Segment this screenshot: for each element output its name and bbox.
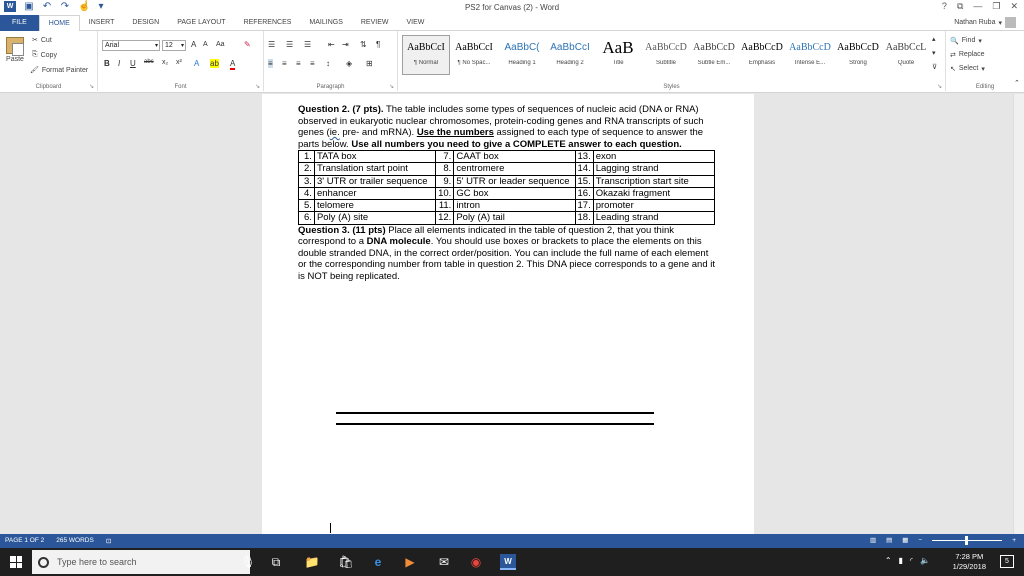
font-group	[98, 31, 264, 91]
sequence-name: 5' UTR or leader sequence	[454, 175, 575, 187]
style-item[interactable]	[642, 35, 690, 75]
grow-font-icon[interactable]: A	[191, 40, 197, 49]
style-name: ¶ Normal	[413, 60, 439, 66]
replace-button[interactable]	[950, 51, 985, 59]
style-item[interactable]	[690, 35, 738, 75]
battery-icon[interactable]: ▮	[898, 556, 903, 565]
cursor-icon: ↖	[950, 66, 956, 73]
chevron-down-icon: ▾	[981, 66, 985, 73]
pilcrow-icon[interactable]: ¶	[376, 40, 381, 49]
sequence-number: 15.	[575, 175, 593, 187]
touch-mode-icon[interactable]: ☝	[78, 0, 91, 12]
page-count[interactable]: PAGE 1 OF 2	[5, 537, 45, 544]
volume-icon[interactable]: 🔈	[920, 556, 930, 565]
customize-qat-icon[interactable]: ▾	[98, 0, 104, 12]
sequence-number: 7.	[436, 151, 454, 163]
ribbon-display-button[interactable]: ⧉	[956, 1, 964, 11]
chevron-down-icon: ▾	[154, 43, 158, 49]
style-name: Emphasis	[748, 60, 776, 66]
style-name: Heading 2	[556, 60, 584, 66]
clock-time: 7:28 PM	[955, 552, 984, 561]
sequence-number: 9.	[436, 175, 454, 187]
style-sample: AaBbCcD	[645, 42, 687, 53]
sequence-number: 5.	[299, 200, 315, 212]
question-2-text: assigned to each type of sequence to answer the parts below.	[298, 127, 704, 150]
paste-button[interactable]	[4, 37, 26, 63]
clipboard-label: Clipboard	[35, 84, 62, 90]
tab-view[interactable]: VIEW	[406, 19, 425, 26]
read-mode-icon[interactable]: ▥	[869, 537, 877, 544]
sequence-name: intron	[454, 200, 575, 212]
file-explorer-icon[interactable]: 📁	[304, 555, 320, 569]
sequence-number: 4.	[299, 187, 315, 199]
font-name-value: Arial	[105, 42, 120, 49]
zoom-slider-handle[interactable]	[965, 536, 968, 545]
dialog-launcher-icon[interactable]: ↘	[88, 84, 94, 90]
style-item[interactable]	[450, 35, 498, 75]
proofing-icon[interactable]: ⊡	[105, 538, 112, 545]
line-spacing-icon[interactable]: ↕	[326, 59, 330, 68]
system-tray	[885, 556, 930, 565]
user-name: Nathan Ruba	[954, 19, 996, 26]
font-size-value: 12	[165, 42, 173, 49]
dna-strand-bottom	[336, 423, 654, 425]
font-name-select[interactable]	[102, 40, 160, 51]
tab-design[interactable]: DESIGN	[132, 19, 160, 26]
style-sample: AaBbCcI	[550, 42, 590, 53]
style-name: Heading 1	[508, 60, 536, 66]
zoom-out-icon[interactable]: −	[918, 536, 923, 544]
style-item[interactable]	[882, 35, 930, 75]
table-row	[299, 187, 715, 199]
sequence-number: 1.	[299, 151, 315, 163]
question-2-bold-text: Use all numbers you need to give a COMPLETE answer to each question.	[351, 138, 682, 150]
table-row	[299, 200, 715, 212]
sequence-number: 16.	[575, 187, 593, 199]
sequence-name: Poly (A) site	[314, 212, 435, 224]
undo-icon[interactable]: ↶	[42, 0, 52, 12]
tab-home[interactable]: HOME	[39, 15, 80, 32]
chevron-down-icon: ▾	[998, 19, 1002, 27]
scroll-up-icon[interactable]: ▴	[932, 36, 936, 43]
style-name: Intense E...	[794, 60, 826, 66]
replace-label: Replace	[958, 51, 985, 58]
tab-references[interactable]: REFERENCES	[243, 19, 292, 26]
document-page[interactable]	[262, 94, 754, 534]
dialog-launcher-icon[interactable]: ↘	[388, 84, 394, 90]
bold-icon[interactable]: B	[104, 59, 110, 68]
search-placeholder: Type here to search	[57, 557, 137, 567]
style-sample: AaBbCcI	[407, 42, 445, 53]
sequence-table	[298, 150, 715, 225]
paste-label: Paste	[6, 56, 24, 63]
select-button[interactable]	[950, 65, 985, 73]
sequence-name: Poly (A) tail	[454, 212, 575, 224]
paintbrush-icon: 🖌	[30, 67, 39, 74]
highlight-icon[interactable]: ab	[210, 59, 219, 68]
sequence-number: 13.	[575, 151, 593, 163]
taskbar	[0, 548, 1024, 576]
sequence-number: 8.	[436, 163, 454, 175]
style-name: Quote	[897, 60, 915, 66]
subscript-icon[interactable]: x₂	[162, 59, 169, 66]
word-count[interactable]: 265 WORDS	[56, 537, 94, 544]
zoom-slider[interactable]	[932, 540, 1002, 541]
styles-label: Styles	[663, 84, 680, 90]
sequence-name: promoter	[593, 200, 714, 212]
style-sample: AaB	[602, 38, 634, 57]
ribbon	[0, 31, 1024, 93]
chrome-icon[interactable]: ◉	[470, 555, 482, 569]
style-sample: AaBbC(	[504, 42, 540, 53]
font-color-icon[interactable]: A	[230, 59, 236, 68]
word-logo-icon: W	[4, 1, 16, 12]
clock-date: 1/29/2018	[952, 562, 986, 571]
shrink-font-icon[interactable]: A	[203, 41, 208, 48]
question-2-text: The table includes some types of sequences of nucleic acid (DNA or RNA) observed in eukaryotic nuclear chromosomes, protein-coding genes and RNA transcripts of such genes (	[298, 104, 704, 138]
underline-icon[interactable]: U	[130, 59, 136, 68]
align-center-icon[interactable]: ≡	[282, 59, 287, 68]
close-button[interactable]: ✕	[1010, 1, 1018, 11]
question-3-paragraph	[298, 225, 718, 283]
sequence-name: Okazaki fragment	[593, 187, 714, 199]
sequence-name: TATA box	[314, 151, 435, 163]
minimize-button[interactable]: —	[973, 1, 983, 11]
edge-icon[interactable]: e	[374, 555, 382, 569]
sequence-number: 2.	[299, 163, 315, 175]
use-numbers-text: Use the numbers	[416, 127, 494, 138]
word-taskbar-icon[interactable]: W	[500, 554, 516, 570]
style-name: Title	[612, 60, 624, 66]
text-cursor	[330, 523, 331, 533]
question-2-text: pre- and mRNA).	[339, 127, 417, 138]
sequence-name: exon	[593, 151, 714, 163]
zoom-in-icon[interactable]: +	[1012, 536, 1016, 544]
style-item[interactable]	[498, 35, 546, 75]
question-3-text: Place all elements indicated in the table of question 2, that you think correspond to a	[298, 224, 674, 248]
taskbar-search[interactable]	[32, 550, 250, 574]
restore-button[interactable]: ❐	[992, 1, 1001, 11]
copy-icon: ⎘	[32, 51, 38, 58]
question-3-text: . You should use boxes or brackets to place the elements on this double stranded DNA, in the correct order/position. You can include the full name of each element or the corresponding number from table in question 2. This DNA piece corresponds to a gene and it is NOT being replicated.	[298, 236, 716, 282]
paragraph-group	[264, 31, 398, 91]
style-sample: AaBbCcD	[693, 42, 735, 53]
media-player-icon[interactable]: ▶	[405, 555, 415, 569]
numbering-icon[interactable]: ☰	[286, 40, 294, 49]
taskbar-clock[interactable]	[953, 552, 986, 572]
user-account[interactable]	[954, 17, 1016, 28]
sequence-name: Translation start point	[314, 163, 435, 175]
editing-group	[946, 31, 1024, 91]
strikethrough-icon[interactable]: abc	[144, 59, 154, 65]
question-2-paragraph	[298, 104, 718, 150]
vertical-scrollbar[interactable]	[1013, 94, 1024, 534]
question-2-ie: ie.	[329, 127, 340, 138]
decrease-indent-icon[interactable]: ⇤	[328, 40, 335, 49]
dialog-launcher-icon[interactable]: ↘	[254, 84, 260, 90]
dna-molecule-text: DNA molecule	[366, 236, 431, 248]
notification-count: 5	[1005, 558, 1009, 565]
style-item[interactable]	[786, 35, 834, 75]
sequence-name: Transcription start site	[593, 175, 714, 187]
tab-file[interactable]: FILE	[0, 15, 39, 31]
dialog-launcher-icon[interactable]: ↘	[936, 84, 942, 90]
style-name: Subtle Em...	[697, 60, 731, 66]
style-name: ¶ No Spac...	[457, 60, 491, 66]
text-effects-icon[interactable]: A	[194, 59, 200, 68]
format-painter-label: Format Painter	[41, 66, 89, 74]
tab-insert[interactable]: INSERT	[88, 19, 115, 26]
change-case-icon[interactable]: Aa	[216, 41, 225, 48]
style-sample: AaBbCcD	[741, 42, 783, 53]
save-icon[interactable]: ▣	[24, 0, 34, 12]
sequence-number: 12.	[436, 212, 454, 224]
sequence-name: CAAT box	[454, 151, 575, 163]
document-content[interactable]	[298, 104, 718, 282]
sequence-number: 10.	[436, 187, 454, 199]
sequence-number: 18.	[575, 212, 593, 224]
font-size-select[interactable]	[162, 40, 186, 51]
document-title: PS2 for Canvas (2) - Word	[464, 3, 560, 12]
sequence-name: telomere	[314, 200, 435, 212]
sequence-number: 17.	[575, 200, 593, 212]
sequence-name: Lagging strand	[593, 163, 714, 175]
table-row	[299, 175, 715, 187]
cut-label: Cut	[40, 36, 52, 44]
sequence-number: 14.	[575, 163, 593, 175]
clear-formatting-icon[interactable]: ✎	[244, 40, 251, 49]
increase-indent-icon[interactable]: ⇥	[342, 40, 349, 49]
avatar	[1005, 17, 1016, 28]
clipboard-icon	[6, 37, 24, 54]
collapse-ribbon-icon[interactable]: ⌃	[1014, 80, 1020, 87]
style-sample: AaBbCcL	[885, 42, 927, 53]
title-bar	[0, 0, 1024, 15]
table-row	[299, 163, 715, 175]
tab-mailings[interactable]: MAILINGS	[309, 19, 343, 26]
table-row	[299, 212, 715, 224]
sequence-name: enhancer	[314, 187, 435, 199]
status-bar	[0, 534, 1024, 548]
style-item[interactable]	[546, 35, 594, 75]
editing-label: Editing	[975, 84, 995, 90]
sort-icon[interactable]: ⇅	[360, 40, 367, 49]
align-right-icon[interactable]: ≡	[296, 59, 301, 68]
style-name: Strong	[849, 60, 867, 66]
more-styles-icon[interactable]: ⊽	[932, 64, 938, 71]
justify-icon[interactable]: ≡	[310, 59, 315, 68]
question-2-heading: Question 2. (7 pts).	[298, 104, 384, 115]
task-view-icon[interactable]: ⧉	[271, 555, 281, 569]
help-button[interactable]: ?	[941, 1, 947, 11]
shading-icon[interactable]: ◈	[346, 59, 353, 68]
style-sample: AaBbCcD	[789, 42, 831, 53]
copy-button[interactable]	[32, 51, 57, 59]
superscript-icon[interactable]: x²	[176, 59, 182, 66]
style-item[interactable]	[402, 35, 450, 75]
chevron-down-icon: ▾	[180, 43, 184, 49]
format-painter-button[interactable]	[30, 66, 88, 74]
sequence-name: 3' UTR or trailer sequence	[314, 175, 435, 187]
tab-review[interactable]: REVIEW	[360, 19, 389, 26]
notification-center-icon[interactable]	[1000, 555, 1014, 568]
style-name: Subtitle	[655, 60, 676, 66]
ribbon-tabs	[0, 15, 1024, 31]
binoculars-icon: 🔍	[950, 38, 959, 45]
style-item[interactable]	[594, 35, 642, 75]
bullets-icon[interactable]: ☰	[268, 40, 276, 49]
style-sample: AaBbCcI	[455, 42, 493, 53]
print-layout-icon[interactable]: ▤	[886, 537, 893, 544]
style-item[interactable]	[834, 35, 882, 75]
store-icon[interactable]: 🛍	[338, 555, 354, 569]
sequence-number: 3.	[299, 175, 315, 187]
font-label: Font	[174, 84, 187, 90]
borders-icon[interactable]: ⊞	[366, 59, 373, 68]
replace-icon: ⇄	[950, 52, 956, 59]
tab-page-layout[interactable]: PAGE LAYOUT	[177, 19, 226, 26]
italic-icon[interactable]: I	[118, 59, 121, 68]
find-label: Find	[961, 37, 976, 44]
table-row	[299, 151, 715, 163]
sequence-name: GC box	[454, 187, 575, 199]
chevron-down-icon: ▾	[978, 38, 982, 45]
microphone-icon[interactable]: 🎙	[240, 555, 256, 569]
redo-icon[interactable]: ↷	[60, 0, 70, 12]
sequence-name: centromere	[454, 163, 575, 175]
wifi-icon[interactable]: ◜	[909, 556, 914, 565]
select-label: Select	[958, 65, 979, 72]
mail-icon[interactable]: ✉	[438, 555, 450, 569]
scroll-down-icon[interactable]: ▾	[932, 50, 936, 57]
web-layout-icon[interactable]: ▦	[902, 537, 909, 544]
sequence-name: Leading strand	[593, 212, 714, 224]
copy-label: Copy	[40, 51, 57, 59]
chevron-up-icon[interactable]: ⌃	[884, 556, 892, 565]
clipboard-group	[0, 31, 98, 91]
align-left-icon[interactable]: ≡	[268, 59, 273, 68]
cut-button[interactable]	[32, 36, 52, 44]
window-controls	[942, 1, 1018, 12]
scissors-icon: ✂	[32, 37, 38, 44]
cortana-icon	[38, 557, 49, 568]
sequence-number: 11.	[436, 200, 454, 212]
style-item[interactable]	[738, 35, 786, 75]
paragraph-label: Paragraph	[316, 84, 345, 90]
styles-group	[398, 31, 946, 91]
dna-strand-top	[336, 412, 654, 414]
sequence-number: 6.	[299, 212, 315, 224]
style-sample: AaBbCcD	[837, 42, 879, 53]
question-3-heading: Question 3. (11 pts)	[298, 224, 386, 236]
windows-start-icon[interactable]	[10, 556, 22, 568]
find-button[interactable]	[950, 37, 982, 45]
multilevel-list-icon[interactable]: ☰	[304, 40, 312, 49]
